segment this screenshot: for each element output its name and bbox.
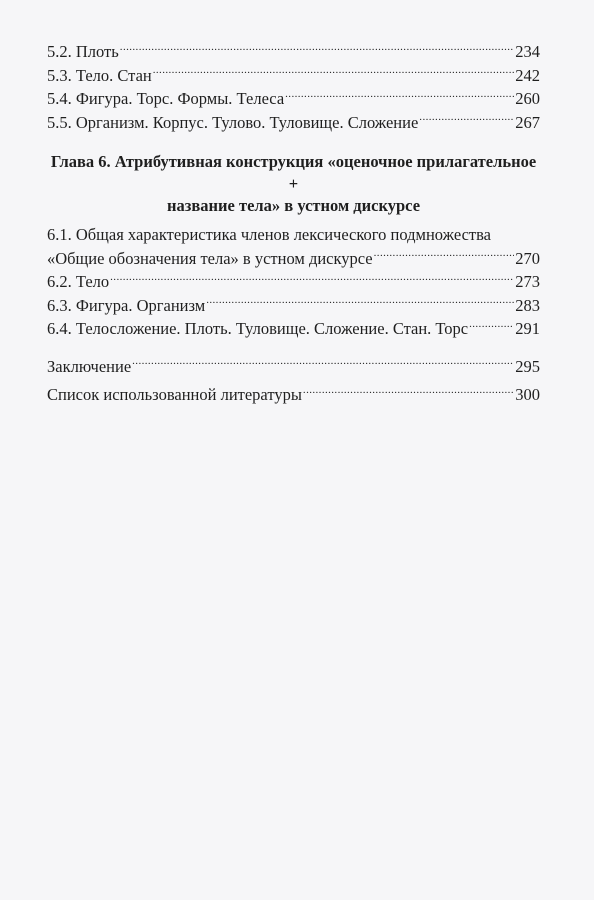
toc-entry-6-2 bbox=[47, 270, 540, 294]
toc-entry-label: 5.5. Организм. Корпус. Тулово. Туловище. Сложение bbox=[47, 112, 419, 132]
dot-leader bbox=[374, 247, 515, 264]
toc-entry-page: 295 bbox=[515, 356, 540, 376]
toc-entry-6-1-line-1: 6.1. Общая характеристика членов лексического подмножества bbox=[47, 225, 491, 244]
toc-entry-6-1 bbox=[47, 247, 540, 271]
toc-entry-label: 6.4. Телосложение. Плоть. Туловище. Сложение. Стан. Торс bbox=[47, 319, 469, 338]
spacer bbox=[47, 341, 540, 355]
dot-leader bbox=[469, 318, 514, 335]
chapter-6-heading bbox=[47, 151, 540, 217]
toc-entry-label: «Общие обозначения тела» в устном дискурсе bbox=[47, 248, 373, 268]
toc-entry-6-3 bbox=[47, 294, 540, 318]
toc-entry-5-3 bbox=[47, 64, 540, 88]
toc-entry-page: 267 bbox=[515, 112, 540, 132]
toc-entry-page: 242 bbox=[515, 65, 540, 85]
toc-entry-label: 5.2. Плоть bbox=[47, 42, 119, 61]
dot-leader bbox=[110, 271, 514, 288]
toc-entry-label: Список использованной литературы bbox=[47, 385, 302, 404]
toc-entry-bibliography bbox=[47, 383, 540, 407]
toc-entry-label: 5.4. Фигура. Торс. Формы. Телеса bbox=[47, 89, 285, 108]
dot-leader bbox=[419, 111, 514, 128]
toc-entry-page: 270 bbox=[515, 248, 540, 268]
dot-leader bbox=[120, 41, 514, 58]
toc-entry-page: 273 bbox=[515, 272, 540, 291]
chapter-heading-line-1: Глава 6. Атрибутивная конструкция «оценочное прилагательное + bbox=[50, 152, 537, 193]
chapter-heading-line-2: название тела» в устном дискурсе bbox=[166, 196, 421, 215]
toc-entry-5-2 bbox=[47, 40, 540, 64]
toc-entry-page: 234 bbox=[515, 42, 540, 61]
toc-entry-label: 6.2. Тело bbox=[47, 272, 110, 291]
dot-leader bbox=[206, 294, 514, 311]
toc-entry-page: 260 bbox=[515, 89, 540, 108]
toc-entry-page: 300 bbox=[515, 385, 540, 404]
toc-entry-5-4 bbox=[47, 87, 540, 111]
toc-entry-6-4 bbox=[47, 317, 540, 341]
dot-leader bbox=[303, 384, 514, 401]
dot-leader bbox=[132, 355, 514, 372]
toc-entry-5-5 bbox=[47, 111, 540, 135]
toc-entry-conclusion bbox=[47, 355, 540, 379]
toc-entry-label: 5.3. Тело. Стан bbox=[47, 65, 152, 85]
toc-entry-page: 291 bbox=[515, 319, 540, 338]
dot-leader bbox=[153, 64, 515, 81]
toc-entry-page: 283 bbox=[515, 295, 540, 315]
toc-entry-label: Заключение bbox=[47, 356, 132, 376]
table-of-contents bbox=[47, 40, 540, 407]
dot-leader bbox=[285, 88, 514, 105]
toc-entry-label: 6.3. Фигура. Организм bbox=[47, 295, 206, 315]
